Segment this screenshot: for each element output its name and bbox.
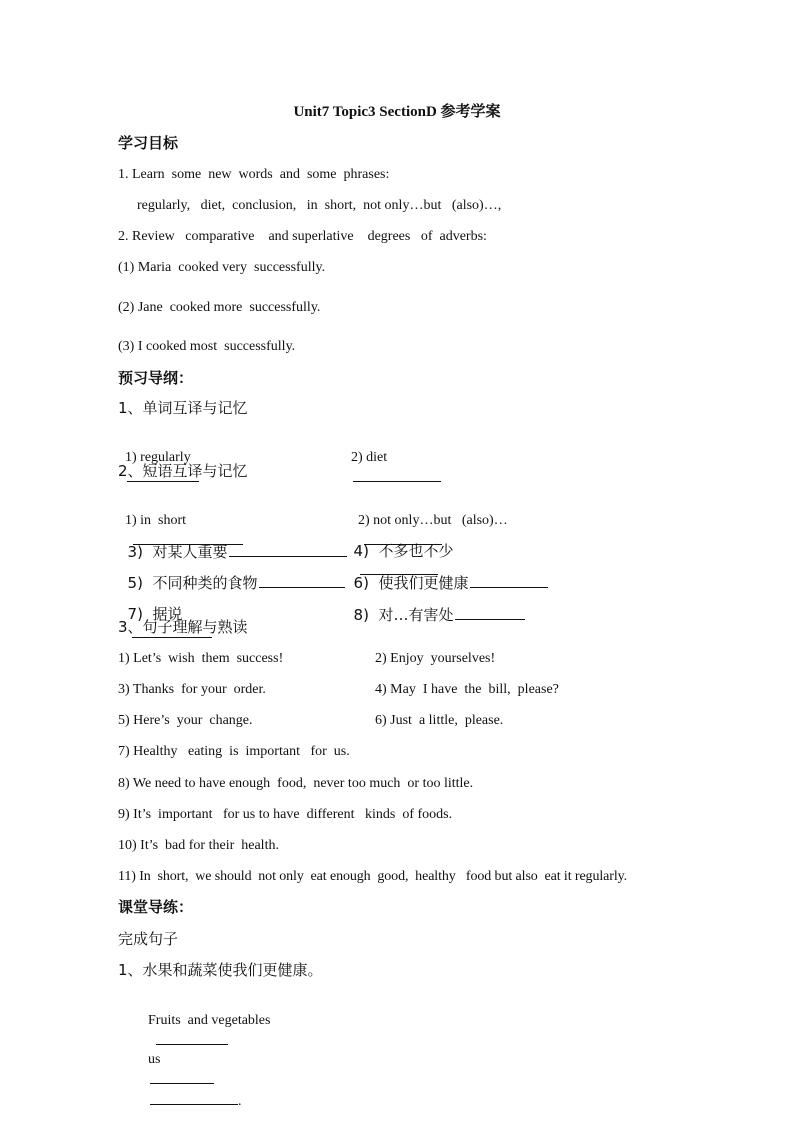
- answer-blank[interactable]: [150, 1090, 238, 1105]
- classwork-question-1: 1、水果和蔬菜使我们更健康。: [118, 961, 323, 979]
- sentence-7: 7) Healthy eating is important for us.: [118, 744, 350, 759]
- section-2-heading: 2、短语互译与记忆: [118, 462, 248, 480]
- sentence-2: 2) Enjoy yourselves!: [375, 651, 496, 666]
- phrase-question-8: [344, 587, 525, 624]
- sentence-8: 8) We need to have enough food, never too much or too little.: [118, 776, 474, 791]
- q1-text-mid: us: [148, 1052, 161, 1067]
- answer-blank[interactable]: [156, 1030, 228, 1045]
- q1-text-end: .: [238, 1094, 242, 1109]
- answer-blank[interactable]: [150, 1069, 214, 1084]
- title-suffix: 参考学案: [440, 102, 501, 120]
- goal-item-2: 2. Review comparative and superlative degrees of adverbs:: [118, 229, 487, 244]
- goal-item-1-words: regularly, diet, conclusion, in short, not only…but (also)…,: [137, 198, 502, 213]
- phrase-question-4-label: 4) 不多也不少: [353, 542, 454, 560]
- phrase-question-8-label: 8) 对…有害处: [353, 606, 454, 624]
- answer-blank[interactable]: [470, 573, 548, 588]
- sentence-4: 4) May I have the bill, please?: [375, 682, 559, 697]
- example-1: (1) Maria cooked very successfully.: [118, 260, 326, 275]
- example-3: (3) I cooked most successfully.: [118, 339, 296, 354]
- phrase-question-3-label: 3) 对某人重要: [127, 543, 228, 561]
- sentence-3: 3) Thanks for your order.: [118, 682, 266, 697]
- word-question-1-label: 1) regularly: [125, 450, 191, 465]
- sentence-5: 5) Here’s your change.: [118, 713, 253, 728]
- phrase-question-6-label: 6) 使我们更健康: [353, 574, 469, 592]
- sentence-1: 1) Let’s wish them success!: [118, 651, 284, 666]
- section-3-heading: 3、句子理解与熟读: [118, 618, 248, 636]
- section-1-heading: 1、单词互译与记忆: [118, 399, 248, 417]
- preview-heading: 预习导纲：: [118, 369, 194, 387]
- classwork-subheading: 完成句子: [118, 930, 179, 948]
- classwork-question-1-english: [141, 994, 270, 1111]
- classwork-heading: 课堂导练：: [118, 898, 194, 916]
- sentence-10: 10) It’s bad for their health.: [118, 838, 279, 853]
- word-question-2-label: 2) diet: [351, 450, 388, 465]
- title-main: Unit7 Topic3 SectionD: [293, 104, 437, 120]
- phrase-question-5-label: 5) 不同种类的食物: [127, 574, 258, 592]
- q1-text-start: Fruits and vegetables: [148, 1013, 271, 1028]
- word-question-2: [344, 431, 441, 488]
- answer-blank[interactable]: [455, 605, 525, 620]
- sentence-9: 9) It’s important for us to have different kinds of foods.: [118, 807, 453, 822]
- sentence-11: 11) In short, we should not only eat enough good, healthy food but also eat it regularly.: [118, 869, 628, 884]
- page-title: [0, 101, 794, 122]
- phrase-question-2-label: 2) not only…but (also)…: [358, 513, 508, 528]
- goal-item-1: 1. Learn some new words and some phrases:: [118, 167, 390, 182]
- phrase-question-7-label: 7) 据说: [127, 605, 183, 623]
- example-2: (2) Jane cooked more successfully.: [118, 300, 321, 315]
- sentence-6: 6) Just a little, please.: [375, 713, 504, 728]
- answer-blank[interactable]: [259, 573, 345, 588]
- answer-blank[interactable]: [353, 467, 441, 482]
- phrase-question-1-label: 1) in short: [125, 513, 187, 528]
- goals-heading: 学习目标: [118, 134, 179, 152]
